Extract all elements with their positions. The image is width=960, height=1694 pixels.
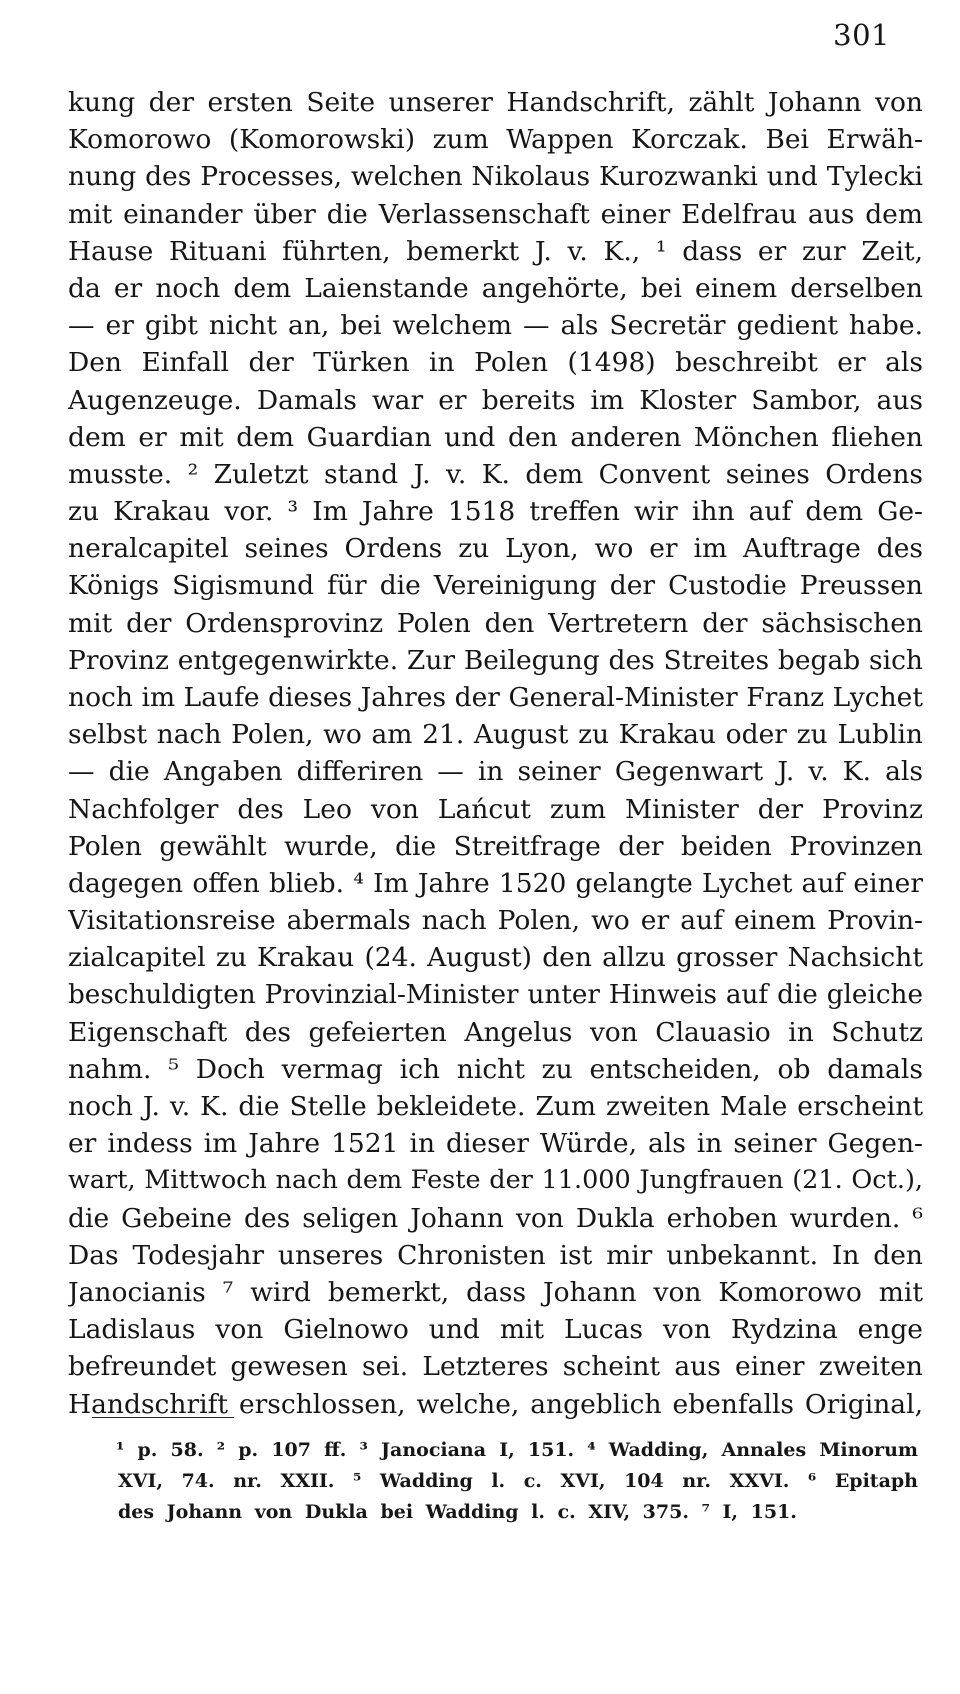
page-number: 301 bbox=[833, 18, 890, 52]
body-line: Visitationsreise abermals nach Polen, wo er auf einem Provin- bbox=[68, 905, 923, 937]
body-line: mit der Ordensprovinz Polen den Vertretern der sächsischen bbox=[68, 607, 923, 639]
body-line: zialcapitel zu Krakau (24. August) den allzu grosser Nachsicht bbox=[68, 942, 923, 974]
body-line: wart, Mittwoch nach dem Feste der 11.000 Jungfrauen (21. Oct.), bbox=[68, 1165, 923, 1196]
body-line: befreundet gewesen sei. Letzteres scheint aus einer zweiten bbox=[68, 1351, 923, 1383]
body-line: Komorowo (Komorowski) zum Wappen Korczak. Bei Erwäh- bbox=[68, 124, 923, 156]
body-line: — die Angaben differiren — in seiner Gegenwart J. v. K. als bbox=[68, 756, 923, 788]
body-line: musste. ² Zuletzt stand J. v. K. dem Convent seines Ordens bbox=[68, 458, 923, 490]
body-line: Ladislaus von Gielnowo und mit Lucas von Rydzina enge bbox=[68, 1314, 923, 1346]
body-line: Königs Sigismund für die Vereinigung der Custodie Preussen bbox=[68, 570, 923, 602]
body-line: noch J. v. K. die Stelle bekleidete. Zum zweiten Male erscheint bbox=[68, 1091, 923, 1123]
body-line: Handschrift erschlossen, welche, angeblich ebenfalls Original, bbox=[68, 1388, 923, 1420]
body-line: — er gibt nicht an, bei welchem — als Secretär gedient habe. bbox=[68, 310, 923, 342]
body-line: er indess im Jahre 1521 in dieser Würde, als in seiner Gegen- bbox=[68, 1128, 923, 1160]
body-line: die Gebeine des seligen Johann von Dukla erhoben wurden. ⁶ bbox=[68, 1202, 923, 1234]
body-line: Den Einfall der Türken in Polen (1498) beschreibt er als bbox=[68, 347, 923, 379]
body-line: kung der ersten Seite unserer Handschrift, zählt Johann von bbox=[68, 87, 923, 118]
body-line: Eigenschaft des gefeierten Angelus von Clauasio in Schutz bbox=[68, 1016, 923, 1048]
body-line: Polen gewählt wurde, die Streitfrage der beiden Provinzen bbox=[68, 830, 923, 862]
body-line: selbst nach Polen, wo am 21. August zu Krakau oder zu Lublin bbox=[68, 719, 923, 751]
footnote-divider bbox=[92, 1417, 234, 1418]
body-line: Das Todesjahr unseres Chronisten ist mir unbekannt. In den bbox=[68, 1239, 923, 1271]
body-line: Provinz entgegenwirkte. Zur Beilegung des Streites begab sich bbox=[68, 644, 923, 676]
footnote-line: ¹ p. 58. ² p. 107 ff. ³ Janociana I, 151. ⁴ Wadding, Annales Minorum bbox=[116, 1439, 918, 1461]
body-line: Janocianis ⁷ wird bemerkt, dass Johann von Komorowo mit bbox=[68, 1277, 923, 1308]
body-line: noch im Laufe dieses Jahres der General-Minister Franz Lychet bbox=[68, 682, 923, 713]
body-line: neralcapitel seines Ordens zu Lyon, wo er im Auftrage des bbox=[68, 533, 923, 565]
body-text bbox=[68, 84, 923, 1423]
body-line: dagegen offen blieb. ⁴ Im Jahre 1520 gelangte Lychet auf einer bbox=[68, 867, 923, 899]
body-line: Nachfolger des Leo von Lańcut zum Minister der Provinz bbox=[68, 793, 923, 825]
body-line: Augenzeuge. Damals war er bereits im Kloster Sambor, aus bbox=[68, 384, 923, 416]
body-line: mit einander über die Verlassenschaft einer Edelfrau aus dem bbox=[68, 198, 923, 230]
body-line: zu Krakau vor. ³ Im Jahre 1518 treffen wir ihn auf dem Ge- bbox=[68, 496, 923, 528]
body-line: Hause Rituani führten, bemerkt J. v. K., ¹ dass er zur Zeit, bbox=[68, 235, 923, 267]
body-line: beschuldigten Provinzial-Minister unter Hinweis auf die gleiche bbox=[68, 979, 923, 1010]
footnote-line: XVI, 74. nr. XXII. ⁵ Wadding l. c. XVI, 104 nr. XXVI. ⁶ Epitaph bbox=[118, 1470, 918, 1492]
footnote-line: des Johann von Dukla bei Wadding l. c. XIV, 375. ⁷ I, 151. bbox=[118, 1501, 797, 1523]
body-line: dem er mit dem Guardian und den anderen Mönchen fliehen bbox=[68, 421, 923, 453]
body-line: da er noch dem Laienstande angehörte, bei einem derselben bbox=[68, 272, 923, 304]
body-line: nung des Processes, welchen Nikolaus Kurozwanki und Tylecki bbox=[68, 161, 923, 193]
footnotes bbox=[118, 1435, 918, 1528]
body-line: nahm. ⁵ Doch vermag ich nicht zu entscheiden, ob damals bbox=[68, 1053, 923, 1085]
